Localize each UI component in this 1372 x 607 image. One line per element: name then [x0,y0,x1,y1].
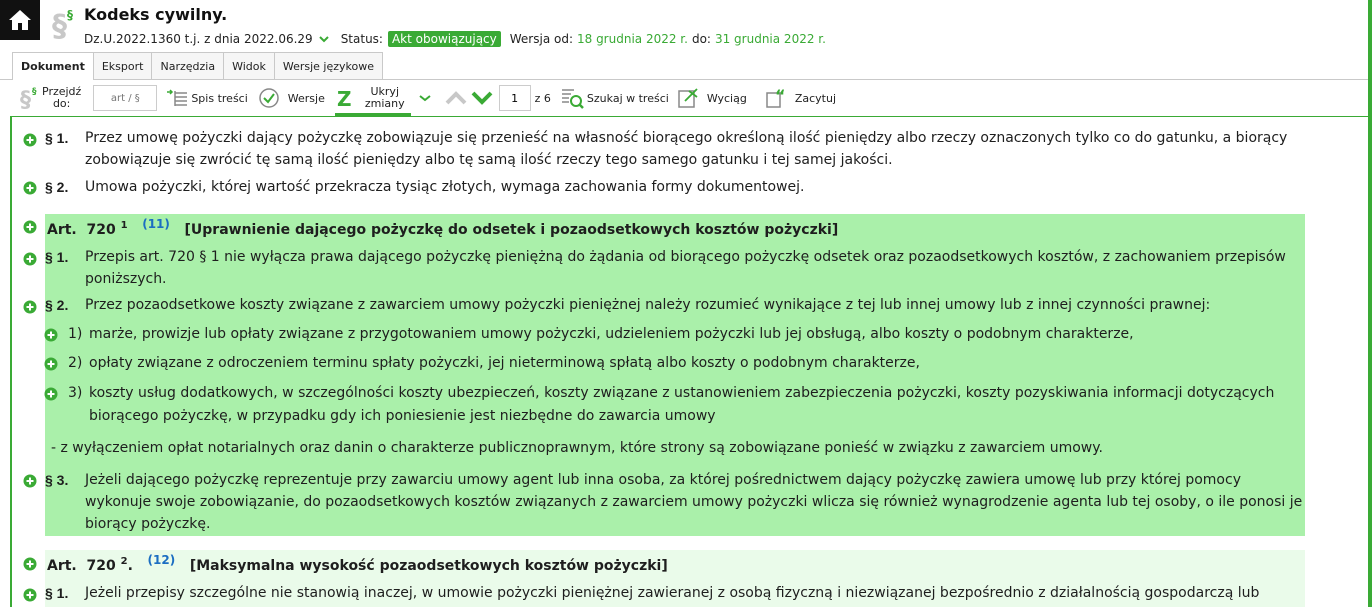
paragraph-text: Przepis art. 720 § 1 nie wyłącza prawa dającego pożyczkę pieniężną do żądania od biorącego pożyczkę odsetek oraz pozaodsetkowych kosztów, z zachowaniem przepisów [85,249,1286,265]
point-number: 1) [68,326,83,342]
expand-plus-icon[interactable] [23,220,37,234]
paragraph-text: biorący pożyczkę. [85,516,211,532]
versions-button[interactable]: Wersje [258,87,325,109]
expand-plus-icon[interactable] [23,181,37,195]
journal-reference: Dz.U.2022.1360 t.j. z dnia 2022.06.29 [84,32,313,46]
expand-plus-icon[interactable] [44,387,58,401]
svg-text:§: § [52,9,67,42]
check-circle-icon [258,87,280,109]
paragraph-number: § 1. [45,130,69,146]
paragraph-icon [20,85,42,111]
article-input[interactable] [93,85,157,111]
point-text: opłaty związane z odroczeniem terminu spłaty pożyczki, jej nieterminową spłatą albo koszty o podobnym charakterze, [89,355,920,371]
paragraph-number: § 1. [45,585,69,601]
next-page-button[interactable] [471,91,493,105]
article-heading: Art. 720 $^1$ (11) [Uprawnienie dającego pożyczkę do odsetek i pozaodsetkowych kosztów pożyczki] [47,217,839,238]
toolbar [12,80,1372,116]
version-from-date: 18 grudnia 2022 r. [576,32,688,46]
hide-changes-dropdown[interactable] [419,94,431,102]
quote-button[interactable]: “ Zacytuj [765,87,836,109]
prev-page-button[interactable] [445,91,467,105]
point-number: 2) [68,355,83,371]
paragraph-text: wykonuje swoje zobowiązanie, do pozaodsetkowych kosztów związanych z zawarciem umowy pożyczki wlicza się również wynagrodzenie agenta lub tej osoby, o ile ponosi je [85,494,1303,510]
tab-dokument[interactable]: Dokument [12,52,94,80]
svg-text:“: “ [774,87,786,105]
page-count: z 6 [534,91,551,105]
tab-bar [12,52,1372,80]
svg-text:§: § [20,88,31,111]
toc-button[interactable]: Spis treści [167,88,247,108]
paragraph-number: § 3. [45,472,69,488]
paragraph-text: Przez umowę pożyczki dający pożyczkę zobowiązuje się przenieść na własność biorącego określoną ilość pieniędzy albo rzeczy oznaczonych tylko co do gatunku, a biorący [85,130,1288,146]
z-changes-icon [335,87,357,109]
expand-plus-icon[interactable] [44,328,58,342]
expand-plus-icon[interactable] [23,252,37,266]
expand-plus-icon[interactable] [23,133,37,147]
svg-text:Z: Z [336,86,352,109]
point-number: 3) [68,385,83,401]
paragraph-number: § 2. [45,179,69,195]
paragraph-text: Przez pozaodsetkowe koszty związane z zawarciem umowy pożyczki pieniężnej należy rozumieć wynikające z tej lub innej umowy lub z innej czynności prawnej: [85,297,1211,313]
document-meta [84,31,830,47]
search-content-button[interactable]: Szukaj w treści [561,87,669,109]
point-text: koszty usług dodatkowych, w szczególności koszty ubezpieczeń, koszty związane z ustanowieniem zabezpieczenia pożyczki, koszty pozyskiwania informacji dotyczących [89,385,1275,401]
tab-wersje-jezykowe[interactable]: Wersje językowe [274,52,383,79]
change-reference-link[interactable]: (12) [147,553,176,567]
tab-eksport[interactable]: Eksport [93,52,153,79]
status-label: Status: [340,32,383,46]
document-content [10,116,1368,607]
closing-clause: - z wyłączeniem opłat notarialnych oraz danin o charakterze publicznoprawnym, które strony są zobowiązane ponieść w związku z zawarciem umowy. [51,440,1103,456]
paragraph-text: Jeżeli dającego pożyczkę reprezentuje przy zawarciu umowy agent lub inna osoba, za której pośrednictwem dający pożyczkę zawiera umowę lub przy której pomocy [85,472,1241,488]
home-icon [8,9,32,31]
paragraph-text: zobowiązuje się zwrócić tę samą ilość pieniędzy albo tę samą ilość rzeczy tego samego gatunku i tej samej jakości. [85,152,893,168]
goto-label: Przejdź do: [42,85,82,110]
paragraph-number: § 1. [45,249,69,265]
version-to-label: do: [691,32,711,46]
quote-icon [765,87,789,109]
goto-button[interactable] [20,85,81,111]
search-icon [561,87,585,109]
chevron-down-icon[interactable] [319,35,329,43]
chevron-down-icon [419,94,431,102]
svg-text:§: § [32,87,37,97]
paragraph-text: Umowa pożyczki, której wartość przekracza tysiąc złotych, wymaga zachowania formy dokumentowej. [85,179,805,195]
tab-narzedzia[interactable]: Narzędzia [151,52,224,79]
article-heading: Art. 720 $^2$. (12) [Maksymalna wysokość pozaodsetkowych kosztów pożyczki] [47,553,668,574]
document-title: Kodeks cywilny. [84,5,228,24]
document-header [0,0,1372,52]
paragraph-text: Jeżeli przepisy szczególne nie stanowią inaczej, w umowie pożyczki pieniężnej zawieranej z osobą fizyczną i niezwiązanej bezpośrednio z działalnością gospodarczą lub [85,585,1260,601]
paragraph-text: poniższych. [85,271,167,287]
expand-plus-icon[interactable] [23,300,37,314]
chevron-up-icon [445,91,467,105]
home-button[interactable] [0,0,40,40]
expand-plus-icon[interactable] [44,357,58,371]
hide-changes-button[interactable]: Z Ukryj zmiany [335,80,411,116]
tab-widok[interactable]: Widok [223,52,275,79]
version-from-label: Wersja od: [509,32,573,46]
status-badge: Akt obowiązujący [388,31,501,47]
chevron-down-icon [471,91,493,105]
paragraph-number: § 2. [45,297,69,313]
expand-plus-icon[interactable] [23,474,37,488]
expand-plus-icon[interactable] [23,557,37,571]
point-text: biorącego pożyczkę, w przypadku gdy ich poniesienie jest niezbędne do zawarcia umowy [89,408,716,424]
extract-button[interactable]: Wyciąg [677,87,747,109]
page-number-input[interactable] [499,85,531,111]
tab-rule [0,79,12,80]
scroll-indicator [1368,0,1372,607]
point-text: marże, prowizje lub opłaty związane z przygotowaniem umowy pożyczki, udzieleniem pożyczki lub jej obsługą, albo koszty o podobnym charakterze, [89,326,1134,342]
svg-text:§: § [67,8,73,22]
list-icon [167,88,189,108]
paragraph-logo-icon [50,6,78,42]
scissors-icon [677,87,701,109]
expand-plus-icon[interactable] [23,588,37,602]
change-reference-link[interactable]: (11) [142,217,170,231]
version-to-date: 31 grudnia 2022 r. [714,32,826,46]
